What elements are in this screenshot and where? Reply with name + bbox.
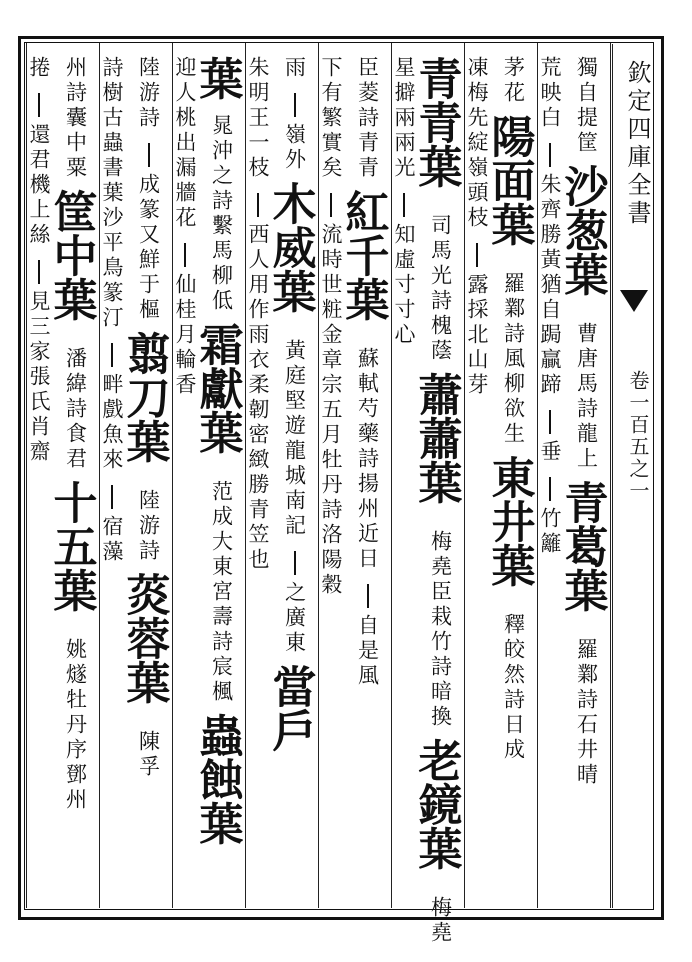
book-title: 欽定四庫全書 xyxy=(623,60,651,228)
headword: 蕭蕭葉 xyxy=(410,372,462,504)
repeat-mark xyxy=(330,193,332,217)
text-segment: 凍梅先綻嶺頭枝 xyxy=(465,56,489,231)
text-segment: 蘇軾芍藥詩揚州近日 xyxy=(355,347,380,572)
text-segment: 羅鄴詩石井晴 xyxy=(574,638,599,788)
text-segment: 嶺外 xyxy=(282,123,307,173)
text-segment: 朱齊勝黃猶自跼贏蹄 xyxy=(538,173,562,398)
volume-label: 卷一百五之一 xyxy=(626,370,650,502)
text-segment: 荒映白 xyxy=(538,56,562,131)
text-segment: 成篆又鮮于樞 xyxy=(136,173,161,323)
text-segment: 竹籬 xyxy=(538,507,562,557)
repeat-mark xyxy=(38,260,40,284)
text-segment: 星擗兩兩光 xyxy=(392,56,416,181)
headword: 霜獻葉 xyxy=(191,322,243,454)
text-segment: 羅鄴詩風柳欲生 xyxy=(501,272,526,447)
headword: 筐中葉 xyxy=(45,189,97,321)
repeat-mark xyxy=(403,193,405,217)
headword: 葉 xyxy=(191,56,243,100)
text-segment: 釋皎然詩日成 xyxy=(501,613,526,763)
repeat-mark xyxy=(111,343,113,367)
text-segment: 范成大東宮壽詩宸楓 xyxy=(209,480,234,705)
text-segment: 州詩囊中粟 xyxy=(63,56,88,181)
text-segment: 臣菱詩青青 xyxy=(355,56,380,181)
headword: 陽面葉 xyxy=(483,114,535,246)
text-segment: 晁沖之詩繫馬柳低 xyxy=(209,114,234,314)
text-segment: 自是風 xyxy=(355,614,380,689)
repeat-mark xyxy=(476,243,478,267)
text-segment: 雨 xyxy=(282,56,307,81)
repeat-mark xyxy=(148,143,150,167)
text-segment: 還君機上絲 xyxy=(27,123,51,248)
text-segment: 知虛寸寸心 xyxy=(392,223,416,348)
text-segment: 黃庭堅遊龍城南記 xyxy=(282,339,307,539)
fish-tail-mark xyxy=(620,290,648,312)
text-segment: 姚燧牡丹序鄧州 xyxy=(63,638,88,813)
text-segment: 獨自提筐 xyxy=(574,56,599,156)
repeat-mark xyxy=(257,193,259,217)
headword: 蟲蝕葉 xyxy=(191,713,243,845)
text-segment: 梅堯 xyxy=(428,896,453,946)
text-segment: 朱明王一枝 xyxy=(246,56,270,181)
text-segment: 司馬光詩槐蔭 xyxy=(428,214,453,364)
text-segment: 垂 xyxy=(538,440,562,465)
repeat-mark xyxy=(294,93,296,117)
text-segment: 梅堯臣栽竹詩暗換 xyxy=(428,530,453,730)
text-segment: 陳孚 xyxy=(136,730,161,780)
text-segment: 潘緯詩食君 xyxy=(63,347,88,472)
repeat-mark xyxy=(549,143,551,167)
headword: 東井葉 xyxy=(483,455,535,587)
text-segment: 陸游詩 xyxy=(136,489,161,564)
repeat-mark xyxy=(549,410,551,434)
text-segment: 茅花 xyxy=(501,56,526,106)
text-segment: 露採北山芽 xyxy=(465,273,489,398)
headword: 沙葱葉 xyxy=(556,164,608,296)
repeat-mark xyxy=(367,584,369,608)
text-segment: 曹唐馬詩龍上 xyxy=(574,322,599,472)
headword: 青葛葉 xyxy=(556,480,608,612)
repeat-mark xyxy=(38,93,40,117)
headword: 老鏡葉 xyxy=(410,738,462,870)
repeat-mark xyxy=(184,243,186,267)
headword: 木威葉 xyxy=(264,181,316,313)
text-segment: 捲 xyxy=(27,56,51,81)
headword: 菼蓉葉 xyxy=(118,572,170,704)
text-segment: 宿藻 xyxy=(100,515,124,565)
repeat-mark xyxy=(111,485,113,509)
text-segment: 下有繁實矣 xyxy=(319,56,343,181)
headword: 當戶 xyxy=(264,664,316,752)
headword: 翦刀葉 xyxy=(118,331,170,463)
text-segment: 仙桂月輪香 xyxy=(173,273,197,398)
text-segment: 畔戲魚來 xyxy=(100,373,124,473)
headword: 青青葉 xyxy=(410,56,462,188)
text-segment: 流時世粧金章宗五月牡丹詩洛陽穀 xyxy=(319,223,343,598)
text-segment: 陸游詩 xyxy=(136,56,161,131)
headword: 紅千葉 xyxy=(337,189,389,321)
text-segment: 詩樹古蟲書葉沙平鳥篆汀 xyxy=(100,56,124,331)
text-segment: 見三家張氏肖齋 xyxy=(27,290,51,465)
repeat-mark xyxy=(294,551,296,575)
text-segment: 之廣東 xyxy=(282,581,307,656)
headword: 十五葉 xyxy=(45,480,97,612)
text-segment: 西人用作雨衣柔韌密緻勝青笠也 xyxy=(246,223,270,573)
text-segment: 迎人桃出漏牆花 xyxy=(173,56,197,231)
repeat-mark xyxy=(549,477,551,501)
